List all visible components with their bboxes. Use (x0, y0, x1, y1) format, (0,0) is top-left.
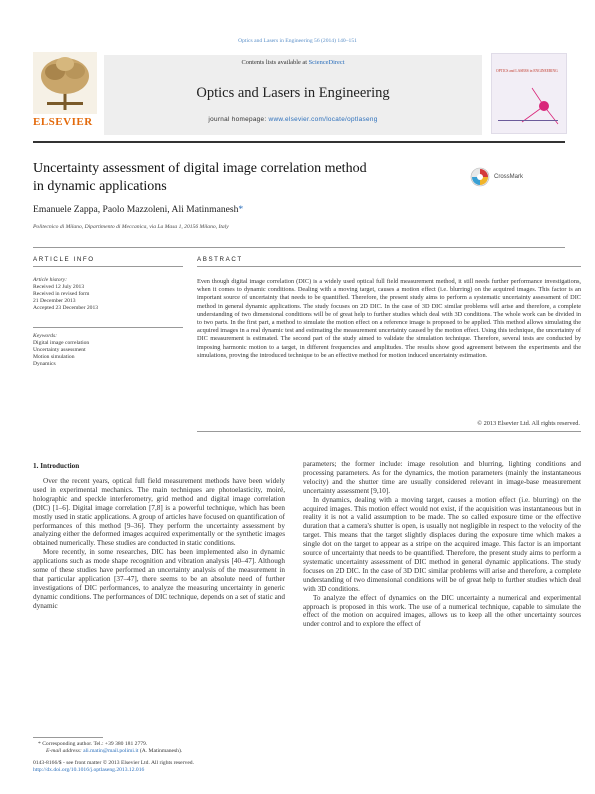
paragraph: parameters; the former include: image resolution and blurring, lighting conditions and processing parameters. As for the dynamics, the motion parameters (mainly the instantaneous velocity) and the shutter time are usually considered relevant in image-base measurement uncertainty assessment [9,10]. (303, 460, 581, 495)
journal-title: Optics and Lasers in Engineering (196, 85, 390, 101)
authors-rule (33, 247, 565, 248)
article-history: Article history: Received 12 July 2013 Received in revised form 21 December 2013 Accepted 23 December 2013 (33, 277, 99, 311)
abstract-copyright: © 2013 Elsevier Ltd. All rights reserved. (477, 420, 580, 427)
footnote-rule (33, 737, 103, 738)
author-list: Emanuele Zappa, Paolo Mazzoleni, Ali Matinmanesh* (33, 204, 244, 215)
homepage-line: journal homepage: www.elsevier.com/locate/optlaseng (208, 116, 378, 123)
journal-reference[interactable]: Optics and Lasers in Engineering 56 (2014) 140–151 (238, 38, 357, 44)
keywords: Keywords: Digital image correlation Uncertainty assessment Motion simulation Dynamics (33, 333, 90, 367)
paragraph: To analyze the effect of dynamics on the DIC uncertainty a numerical and experimental approach is proposed in this work. The use of a numerical technique, capable to simulate the effect of the motion on acquired images, allows us to keep all the other uncertainty sources under control and to explore the effect of (303, 593, 581, 629)
contents-line: Contents lists available at ScienceDirect (241, 59, 345, 66)
affiliation: Politecnico di Milano, Dipartimento di Meccanica, via La Masa 1, 20156 Milano, Italy (33, 224, 229, 230)
keywords-rule (33, 327, 183, 328)
doi-link[interactable]: http://dx.doi.org/10.1016/j.optlaseng.2013.12.016 (33, 767, 145, 773)
paragraph: More recently, in some researches, DIC has been implemented also in dynamic applications such as mode shape recognition and vibration analysis [40–47]. Although some of these studies have performed an uncertainty analysis of the measurement in that particular application [37–47], there seems to be an absolute need of further investigations of DIC performances, to analyze the measuring uncertainty in generic dynamic conditions. The performances of DIC technique, depends on a set of static and dynamic (33, 548, 285, 610)
header-rule (33, 141, 565, 143)
sciencedirect-link[interactable]: ScienceDirect (308, 59, 345, 66)
corresponding-author-mark[interactable]: * (238, 204, 244, 215)
paragraph: Over the recent years, optical full field measurement methods have been widely used in experimental mechanics. The main techniques are photoelasticity, moiré, holographic and speckle interferometry, grid method and digital image correlation (DIC) [1–6]. Digital image correlation [7,8] is a powerful technique, which has been mostly used in static applications. A group of articles have focused on quantification of performances of this method [9–36]. They perform the uncertainty assessment by analyzing either the deformed images acquired experimentally or the synthetic images obtained numerically. These studies are conducted in static conditions. (33, 477, 285, 548)
cover-title: OPTICS and LASERS in ENGINEERING (496, 69, 558, 73)
publisher-name: ELSEVIER (33, 116, 93, 128)
introduction-heading: 1. Introduction (33, 462, 80, 470)
abstract-heading: ABSTRACT (197, 256, 243, 263)
crossmark-label: CrossMark (494, 174, 524, 180)
crossmark-badge[interactable] (470, 167, 523, 187)
introduction-right-column (303, 460, 581, 629)
issn-line: 0143-8166/$ - see front matter © 2013 Elsevier Ltd. All rights reserved. http://dx.doi.org/10.1016/j.optlaseng.2013.12.016 (33, 760, 333, 774)
crossmark-icon (470, 167, 490, 187)
abstract-text: Even though digital image correlation (DIC) is a widely used optical full field measurement method, it still needs further performance investigations, when it comes to dynamic conditions. Dealing with a moving target, causes a motion effect (i.e. blurring) on the acquired images. This factor is an important source of uncertainty that needs to be quantified. Therefore, the present study aims to perform a systematic uncertainty assessment of DIC method in general dynamic applications. The study focuses on 2D DIC. In the case of 3D DIC similar problems will arise and therefore, a complete understanding of two dimensional conditions will be of great help to further studies which deal with 3D conditions. The whole work can be divided in to two parts. In the first part, a method to simulate the motion effect on a reference image is proposed to be applied. This method allows simulating the acquired images in a real dynamic test and estimating the measurement uncertainty caused by the motion effect. Using this technique, the uncertainty of DIC measurement is estimated. The second part of the study aimed to validate the simulation technique. Therefore, several tests are conducted by imposing harmonic motion to a target, in different frequencies and amplitudes. The results show good agreement between the experiments and the simulations, proving the introduced technique to be an effective method for motion induced uncertainty estimation. (197, 278, 581, 359)
journal-header-box (104, 55, 482, 135)
footnote: * Corresponding author. Tel.: +39 380 181 2779. E-mail address: ali.matin@mail.polimi.it (A. Matinmanesh). (38, 741, 183, 754)
email-link[interactable]: ali.matin@mail.polimi.it (83, 748, 139, 754)
abstract-rule (197, 266, 581, 267)
article-title: Uncertainty assessment of digital image correlation method in dynamic applications (33, 161, 367, 194)
article-info-heading: ARTICLE INFO (33, 256, 95, 263)
abstract-bottom-rule (197, 431, 581, 432)
paragraph: In dynamics, dealing with a moving target, causes a motion effect (i.e. blurring) on the acquired images. This motion effect would not exist, if the acquisition was instantaneous but in reality it is not a valid assumption to be made. The so called exposure time or the effective duration that a camera's shutter is open, is usually not negligible in respect to the velocity of the target. This means that the target slightly displaces during the exposure time which makes a single dot on the target to appear as a stripe on the acquired image. This factor is an important source of uncertainty that needs to be quantified. Therefore, the present study aims to perform a systematic uncertainty assessment of DIC method in general dynamic applications. The study focuses on 2D DIC. In the case of 3D DIC similar problems will arise and therefore, a complete understanding of two dimensional conditions will be of great help to further studies which deal with 3D conditions. (303, 495, 581, 593)
introduction-left-column (33, 477, 285, 611)
homepage-link[interactable]: www.elsevier.com/locate/optlaseng (268, 116, 378, 123)
article-info-rule (33, 266, 183, 267)
journal-cover-thumbnail (491, 53, 567, 134)
